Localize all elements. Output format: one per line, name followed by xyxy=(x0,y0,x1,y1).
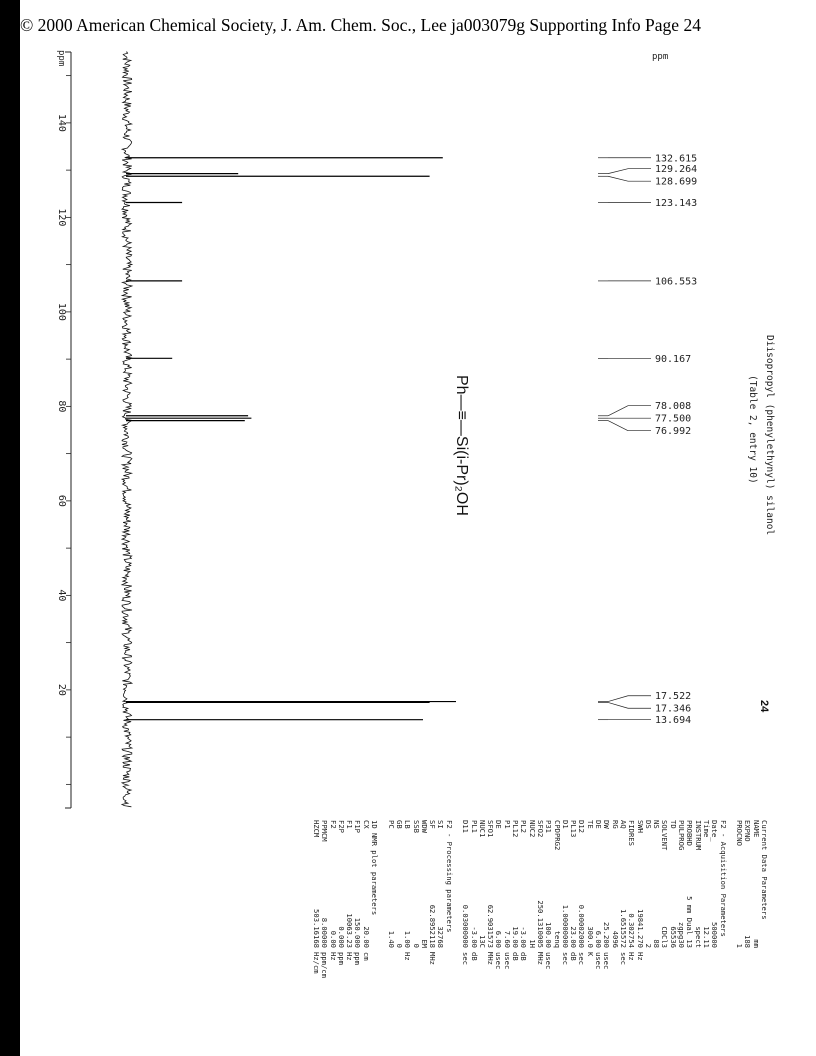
param-value: 65536 xyxy=(668,926,678,948)
page-header: © 2000 American Chemical Society, J. Am. Chem. Soc., Lee ja003079g Supporting Info Page 24 xyxy=(20,15,701,35)
param-unit xyxy=(660,948,668,952)
param-value: 19841.270 xyxy=(635,909,645,948)
param-section-title xyxy=(718,820,726,1050)
param-key: PROBHD xyxy=(685,820,695,846)
param-row xyxy=(478,820,486,1050)
param-key: SWH xyxy=(635,820,645,833)
param-row xyxy=(511,820,519,1050)
param-value: 0.00 xyxy=(328,930,338,948)
page-number: 24 xyxy=(758,700,770,713)
param-row xyxy=(519,820,527,1050)
param-row xyxy=(644,820,652,1050)
param-value: 500000 xyxy=(710,922,720,948)
param-value: 13C xyxy=(477,935,487,948)
param-key: RG xyxy=(610,820,620,829)
param-key xyxy=(453,820,461,876)
molecule-structure: Ph—≡—Si(i-Pr)₂OH xyxy=(453,375,470,516)
param-unit xyxy=(453,948,461,952)
param-row xyxy=(685,820,693,1050)
param-row xyxy=(345,820,353,1050)
param-value: 300.0 xyxy=(585,926,595,948)
param-unit: sec xyxy=(461,952,471,965)
param-value: 250.1310005 xyxy=(535,900,545,948)
param-value: 12.11 xyxy=(701,926,711,948)
param-key: F2 - Processing parameters xyxy=(444,820,454,933)
param-unit xyxy=(644,948,652,952)
param-key: DE xyxy=(494,820,504,829)
param-key: PL13 xyxy=(569,820,579,838)
param-row xyxy=(652,820,660,1050)
param-value: 0 xyxy=(411,943,421,948)
param-unit: sec xyxy=(618,952,628,965)
param-key: P1 xyxy=(502,820,512,829)
param-row xyxy=(386,820,394,1050)
param-key: TE xyxy=(585,820,595,829)
param-value: 503.16168 xyxy=(311,909,321,948)
param-section-title xyxy=(760,820,768,1050)
param-key: DE xyxy=(594,820,604,829)
param-row xyxy=(702,820,710,1050)
param-value: 8.00000 xyxy=(320,917,330,948)
acquisition-parameters xyxy=(311,820,769,1050)
axis-tick-label: 100 xyxy=(56,302,67,321)
param-unit xyxy=(478,948,486,952)
param-unit xyxy=(702,948,710,952)
param-value: 150.000 xyxy=(353,917,363,948)
label-leader xyxy=(608,406,628,416)
param-row xyxy=(469,820,477,1050)
param-key: SFO2 xyxy=(535,820,545,838)
param-unit xyxy=(378,948,386,952)
param-row xyxy=(585,820,593,1050)
param-unit xyxy=(693,948,701,952)
param-value: EM xyxy=(419,939,429,948)
axis-tick-label: 120 xyxy=(56,208,67,227)
param-key: F2 xyxy=(328,820,338,829)
param-row xyxy=(420,820,428,1050)
param-key: CPDPRG2 xyxy=(552,820,562,851)
param-unit xyxy=(420,948,428,952)
peak-lines xyxy=(126,158,456,720)
param-value: 7.60 xyxy=(502,930,512,948)
param-value: 0 xyxy=(394,943,404,948)
param-unit xyxy=(751,948,759,952)
param-row xyxy=(569,820,577,1050)
param-key: WDW xyxy=(419,820,429,833)
peak-label: 13.694 xyxy=(655,715,692,727)
param-value: CDCl3 xyxy=(660,926,670,948)
param-key: TD xyxy=(668,820,678,829)
param-row xyxy=(660,820,668,1050)
param-value: 1H xyxy=(527,939,537,948)
param-key: DW xyxy=(602,820,612,829)
param-key: NS xyxy=(652,820,662,829)
param-row xyxy=(403,820,411,1050)
param-key: F2P xyxy=(336,820,346,833)
param-unit xyxy=(610,948,618,952)
baseline-noise xyxy=(122,52,132,807)
param-key: SI xyxy=(436,820,446,829)
param-key: PULPROG xyxy=(677,820,687,851)
axis-tick-label: 60 xyxy=(56,494,67,507)
param-value xyxy=(727,876,735,948)
param-row xyxy=(668,820,676,1050)
param-row xyxy=(751,820,759,1050)
param-key: F2 - Acquisition Parameters xyxy=(718,820,728,937)
param-value: 2 xyxy=(643,943,653,948)
param-key: D1 xyxy=(560,820,570,829)
param-key: PL12 xyxy=(511,820,521,838)
param-unit xyxy=(735,948,743,952)
param-unit: usec xyxy=(494,952,504,970)
param-unit: dB xyxy=(469,952,479,961)
param-unit: Hz xyxy=(403,952,413,961)
axis-tick-label: 40 xyxy=(56,589,67,602)
param-row xyxy=(453,820,461,1050)
baseline-trace xyxy=(122,52,132,807)
param-key: NAME xyxy=(751,820,761,838)
param-value: 10063.23 xyxy=(345,913,355,948)
param-key: Date_ xyxy=(710,820,720,842)
param-key: FIDRES xyxy=(627,820,637,846)
param-unit xyxy=(436,948,444,952)
param-value: 6.00 xyxy=(494,930,504,948)
param-row xyxy=(353,820,361,1050)
param-key: GB xyxy=(394,820,404,829)
param-row xyxy=(395,820,403,1050)
param-row xyxy=(594,820,602,1050)
param-key: F1 xyxy=(345,820,355,829)
param-key: PROCNO xyxy=(735,820,745,846)
param-row xyxy=(619,820,627,1050)
param-row xyxy=(602,820,610,1050)
param-key: D12 xyxy=(577,820,587,833)
param-value: 0.000 xyxy=(336,926,346,948)
param-key: EXPNO xyxy=(743,820,753,842)
peak-label: 76.992 xyxy=(655,426,692,438)
param-row xyxy=(544,820,552,1050)
param-key: SSB xyxy=(411,820,421,833)
param-row xyxy=(735,820,743,1050)
param-key: CX xyxy=(361,820,371,829)
param-row xyxy=(461,820,469,1050)
param-key xyxy=(727,820,735,876)
peak-label: 132.615 xyxy=(655,153,698,165)
param-key: Current Data Parameters xyxy=(760,820,769,920)
param-unit: MHz xyxy=(486,952,496,965)
label-leader xyxy=(608,169,628,174)
param-unit: dB xyxy=(519,952,529,961)
param-unit: sec xyxy=(560,952,570,965)
param-value: 88 xyxy=(652,939,662,948)
param-key: P31 xyxy=(544,820,554,833)
param-value: 1.00 xyxy=(403,930,413,948)
param-unit: dB xyxy=(511,952,521,961)
param-value: 188 xyxy=(743,935,753,948)
param-row xyxy=(486,820,494,1050)
param-unit xyxy=(386,948,394,952)
param-key: DS xyxy=(643,820,653,829)
param-value xyxy=(453,876,461,948)
param-unit: usec xyxy=(602,952,612,970)
param-row xyxy=(635,820,643,1050)
peak-label: 17.522 xyxy=(655,691,692,703)
param-value: zgpg30 xyxy=(677,922,687,948)
param-value xyxy=(378,876,386,948)
param-unit: ppm xyxy=(336,952,346,965)
param-value: 25.200 xyxy=(602,922,612,948)
param-key: PC xyxy=(386,820,396,829)
ppm-unit-label-top: ppm xyxy=(652,52,669,62)
param-unit: Hz/cm xyxy=(311,952,321,974)
param-unit: sec xyxy=(577,952,587,965)
param-unit xyxy=(668,948,676,952)
param-unit: usec xyxy=(544,952,554,970)
param-unit xyxy=(743,948,751,952)
param-value: 100.00 xyxy=(544,922,554,948)
peak-label: 17.346 xyxy=(655,703,692,715)
peak-label: 106.553 xyxy=(655,276,698,288)
peak-label: 128.699 xyxy=(655,176,698,188)
param-value: 62.8952118 xyxy=(428,904,438,948)
peak-label: 129.264 xyxy=(655,164,698,176)
param-unit: K xyxy=(585,952,595,957)
param-key xyxy=(378,820,386,876)
param-row xyxy=(536,820,544,1050)
param-value: 1.6515572 xyxy=(618,909,628,948)
param-row xyxy=(710,820,718,1050)
param-key: NUC1 xyxy=(477,820,487,838)
spectrum-subtitle: (Table 2, entry 10) xyxy=(747,375,758,484)
spectrum-title: Diisopropyl (phenylethynyl) silanol xyxy=(764,335,775,536)
param-row xyxy=(494,820,502,1050)
param-value: 5 mm Dual 13 xyxy=(685,896,695,948)
axis-tick-label: 20 xyxy=(56,683,67,696)
param-value: 0.00002000 xyxy=(577,904,587,948)
param-value: 19.00 xyxy=(511,926,521,948)
peak-label: 90.167 xyxy=(655,353,692,365)
param-row xyxy=(328,820,336,1050)
param-row xyxy=(337,820,345,1050)
param-key: 1D NMR plot parameters xyxy=(370,820,380,916)
param-value: 20.00 xyxy=(361,926,371,948)
param-value: -3.00 xyxy=(519,926,529,948)
param-unit xyxy=(552,948,560,952)
param-row xyxy=(411,820,419,1050)
param-unit: usec xyxy=(594,952,604,970)
param-value: 0.302754 xyxy=(627,913,637,948)
param-unit: ppm/cm xyxy=(320,952,330,978)
peak-labels xyxy=(598,153,697,726)
label-leader xyxy=(608,696,628,702)
param-key: AQ xyxy=(618,820,628,829)
param-unit xyxy=(710,948,718,952)
param-unit xyxy=(652,948,660,952)
param-unit: Hz xyxy=(627,952,637,961)
param-row xyxy=(743,820,751,1050)
param-value: 6.00 xyxy=(594,930,604,948)
param-unit: dB xyxy=(569,952,579,961)
param-section-title xyxy=(370,820,378,1050)
param-unit xyxy=(411,948,419,952)
param-value: 4096 xyxy=(610,930,620,948)
axis-tick-label: 140 xyxy=(56,113,67,132)
param-unit: ppm xyxy=(353,952,363,965)
param-key: LB xyxy=(403,820,413,829)
peak-label: 78.008 xyxy=(655,401,692,413)
peak-label: 123.143 xyxy=(655,198,698,210)
param-unit: MHz xyxy=(535,952,545,965)
param-key: PL2 xyxy=(519,820,529,833)
axis-unit-label: ppm xyxy=(56,50,66,67)
label-leader xyxy=(608,176,628,181)
ppm-axis xyxy=(56,50,71,808)
param-key: PL1 xyxy=(469,820,479,833)
param-unit: Hz xyxy=(345,952,355,961)
label-leader xyxy=(608,702,628,708)
param-key: HZCM xyxy=(311,820,321,838)
param-key: NUC2 xyxy=(527,820,537,838)
param-row xyxy=(610,820,618,1050)
param-unit: cm xyxy=(361,952,371,961)
param-unit: MHz xyxy=(428,952,438,965)
param-key: SF xyxy=(428,820,438,829)
param-value: spect xyxy=(693,926,703,948)
param-row xyxy=(436,820,444,1050)
param-row xyxy=(577,820,585,1050)
param-value: 1.00000000 xyxy=(560,904,570,948)
param-unit: usec xyxy=(502,952,512,970)
param-unit xyxy=(527,948,535,952)
param-unit xyxy=(395,948,403,952)
param-key: INSTRUM xyxy=(693,820,703,851)
param-key: PPMCM xyxy=(320,820,330,842)
param-unit: Hz xyxy=(328,952,338,961)
param-unit xyxy=(685,948,693,952)
param-row xyxy=(527,820,535,1050)
param-row xyxy=(677,820,685,1050)
param-value: tenq xyxy=(552,930,562,948)
param-key: Time xyxy=(701,820,711,838)
param-key: D11 xyxy=(461,820,471,833)
param-value: 62.9031573 xyxy=(486,904,496,948)
param-value: 32768 xyxy=(436,926,446,948)
param-row xyxy=(312,820,320,1050)
param-unit: Hz xyxy=(635,952,645,961)
param-row xyxy=(503,820,511,1050)
param-row xyxy=(561,820,569,1050)
param-row xyxy=(627,820,635,1050)
param-row xyxy=(552,820,560,1050)
param-row xyxy=(320,820,328,1050)
label-leader xyxy=(608,421,628,431)
param-value: 1.40 xyxy=(386,930,396,948)
param-value: 23.00 xyxy=(569,926,579,948)
param-unit xyxy=(677,948,685,952)
param-key: SOLVENT xyxy=(660,820,670,851)
peak-label: 77.500 xyxy=(655,413,692,425)
param-row xyxy=(428,820,436,1050)
param-row xyxy=(361,820,369,1050)
param-section-title xyxy=(444,820,452,1050)
axis-tick-label: 80 xyxy=(56,400,67,413)
param-value: 0.03000000 xyxy=(461,904,471,948)
param-row xyxy=(693,820,701,1050)
param-row xyxy=(378,820,386,1050)
param-row xyxy=(727,820,735,1050)
param-key: SFO1 xyxy=(486,820,496,838)
param-key: F1P xyxy=(353,820,363,833)
param-unit xyxy=(727,948,735,952)
param-value: mm xyxy=(751,939,761,948)
param-value: -3.00 xyxy=(469,926,479,948)
param-value: 1 xyxy=(735,943,745,948)
